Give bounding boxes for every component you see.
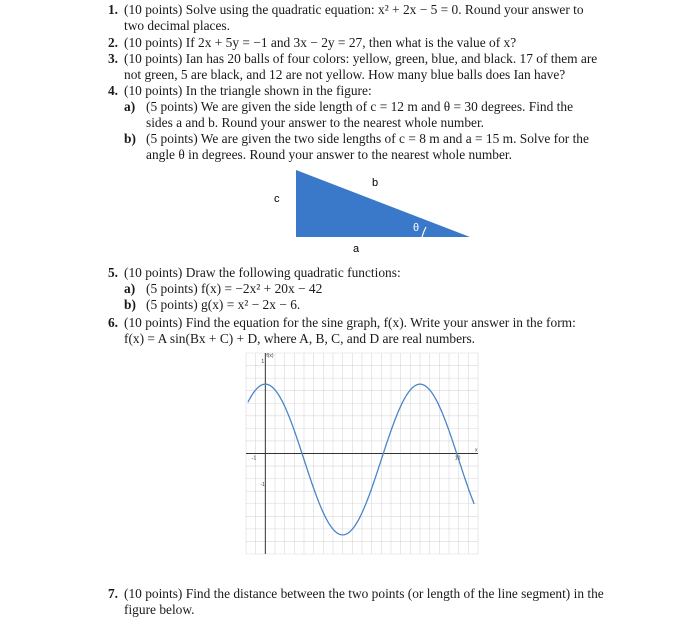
side-label-a: a — [353, 243, 360, 255]
sub-question-label: b) — [124, 297, 136, 312]
question-number: 2. — [107, 35, 118, 50]
side-label-b: b — [372, 177, 379, 189]
question-text-line-2: not green, 5 are black, and 12 are not yellow. How many blue balls does Ian have? — [124, 67, 566, 82]
question-text-line-1: (10 points) Draw the following quadratic functions: — [124, 265, 401, 280]
question-number: 4. — [107, 83, 118, 98]
question-text-line-1: (10 points) Solve using the quadratic equation: x² + 2x − 5 = 0. Round your answer to — [124, 2, 584, 17]
y-tick-label-bottom: -1 — [260, 482, 265, 489]
sub-question-text-line-2: angle θ in degrees. Round your answer to the nearest whole number. — [146, 147, 512, 162]
question-number: 7. — [107, 586, 118, 601]
question-text-line-2: two decimal places. — [124, 18, 230, 33]
sub-question-text-line-1: (5 points) f(x) = −2x² + 20x − 42 — [146, 281, 323, 296]
sub-question-label: a) — [124, 281, 136, 296]
y-tick-label-top: 1 — [261, 359, 265, 366]
x-axis-label: x — [475, 447, 478, 454]
x-tick-label-right: 10 — [454, 455, 461, 462]
right-triangle — [296, 170, 470, 237]
question-text-line-1: (10 points) Find the equation for the sine graph, f(x). Write your answer in the form: — [124, 315, 576, 330]
question-number: 6. — [107, 315, 118, 330]
question-text-line-1: (10 points) In the triangle shown in the figure: — [124, 83, 372, 98]
question-text-line-2: figure below. — [124, 602, 195, 617]
sub-question-text-line-1: (5 points) g(x) = x² − 2x − 6. — [146, 297, 301, 312]
question-text-line-1: (10 points) Find the distance between the two points (or length of the line segment) in the — [124, 586, 604, 601]
sub-question-text-line-1: (5 points) We are given the side length of c = 12 m and θ = 30 degrees. Find the — [146, 99, 574, 114]
sine-graph — [238, 345, 488, 560]
y-axis-label: f(x) — [266, 353, 274, 359]
sine-curve — [248, 384, 474, 535]
sub-question-text-line-1: (5 points) We are given the two side lengths of c = 8 m and a = 15 m. Solve for the — [146, 131, 589, 146]
side-label-c: c — [274, 193, 280, 205]
question-number: 1. — [107, 2, 118, 17]
sub-question-text-line-2: sides a and b. Round your answer to the nearest whole number. — [146, 115, 485, 130]
question-text-line-1: (10 points) If 2x + 5y = −1 and 3x − 2y = 27, then what is the value of x? — [124, 35, 517, 50]
question-number: 3. — [107, 51, 118, 66]
question-text-line-1: (10 points) Ian has 20 balls of four colors: yellow, green, blue, and black. 17 of them are — [124, 51, 598, 66]
triangle-figure — [250, 160, 490, 260]
angle-label-theta: θ — [413, 222, 420, 234]
question-text-line-2: f(x) = A sin(Bx + C) + D, where A, B, C, and D are real numbers. — [124, 331, 476, 346]
question-number: 5. — [107, 265, 118, 280]
x-tick-label-left: -1 — [251, 455, 257, 462]
sub-question-label: b) — [124, 131, 136, 146]
sub-question-label: a) — [124, 99, 136, 114]
